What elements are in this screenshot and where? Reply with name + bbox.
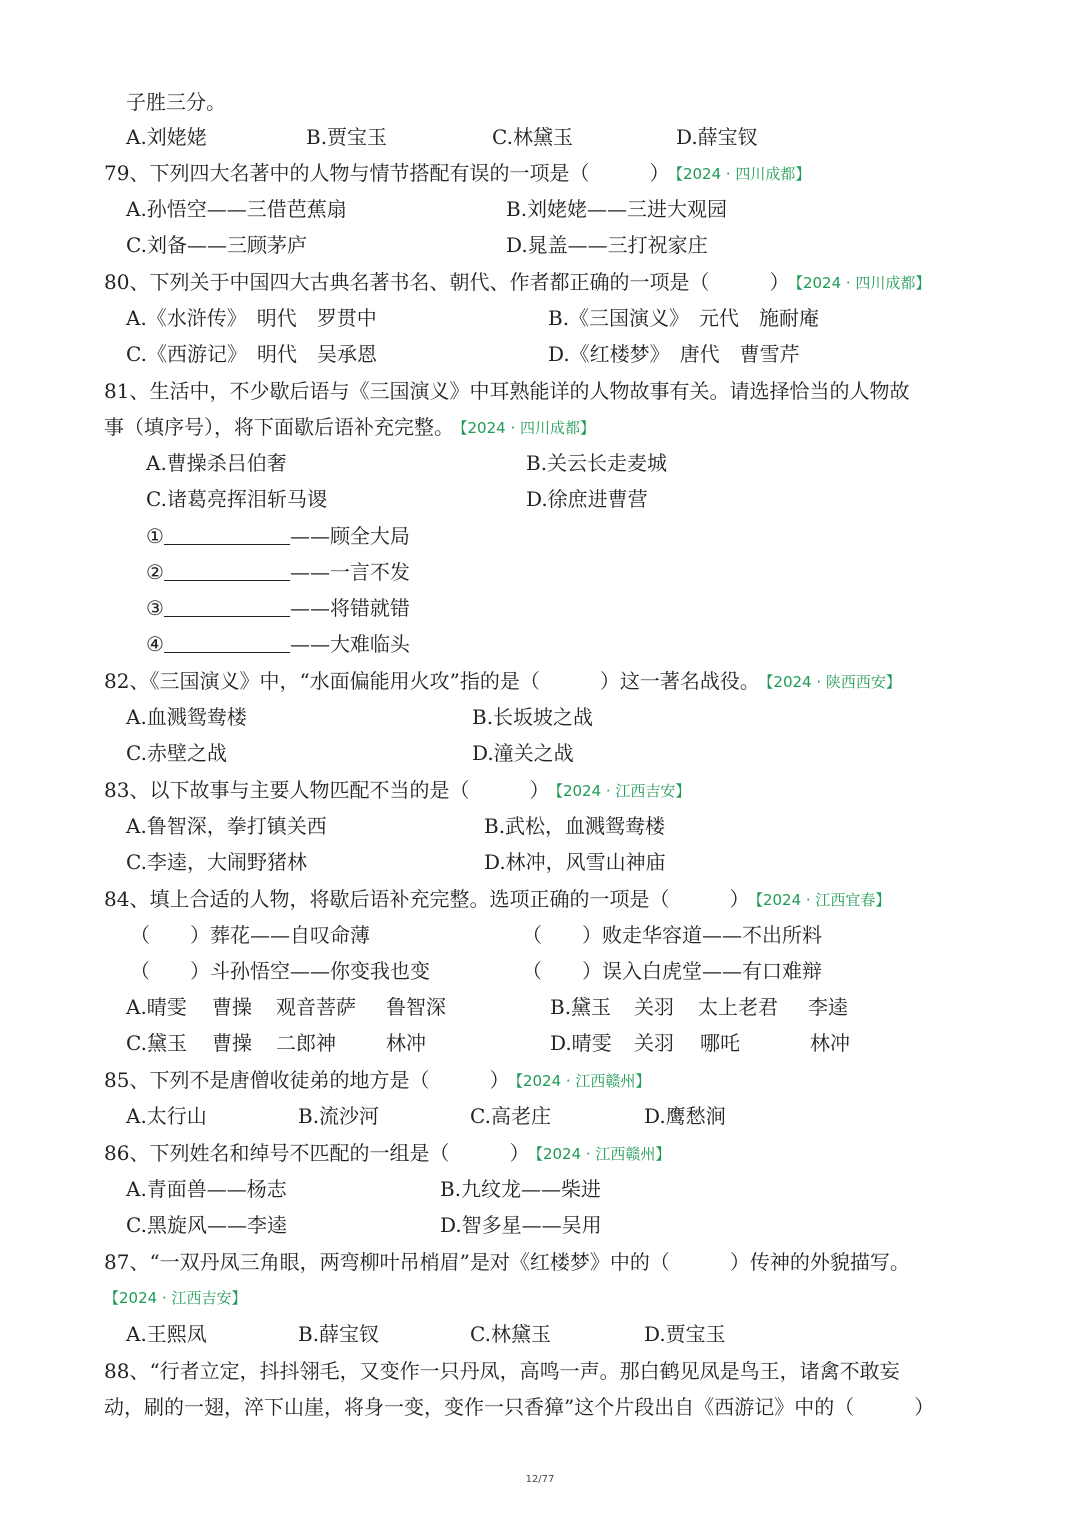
option-d-item: 林冲 xyxy=(810,1031,850,1055)
option-c: C.林黛玉 xyxy=(492,125,573,149)
option-b-item: 太上老君 xyxy=(698,995,778,1019)
question-text: 事（填序号），将下面歇后语补充完整。 xyxy=(104,415,454,439)
option-a: A.刘姥姥 xyxy=(126,125,207,149)
source-tag: 【2024 · 江西赣州】 xyxy=(515,1072,651,1090)
option-d: D.《红楼梦》 唐代 曹雪芹 xyxy=(548,342,800,366)
question-83 xyxy=(104,772,690,808)
question-79 xyxy=(104,155,810,191)
fill-item: （ ）败走华容道——不出所料 xyxy=(522,923,822,947)
option-c: C.李逵，大闹野猪林 xyxy=(126,850,307,874)
option-b-item: 李逵 xyxy=(808,995,848,1019)
option-d: D.贾宝玉 xyxy=(644,1322,726,1346)
option-a: A.曹操杀吕伯奢 xyxy=(146,451,287,475)
option-b: B.关云长走麦城 xyxy=(526,451,668,475)
option-a: A.《水浒传》 明代 罗贯中 xyxy=(126,306,377,330)
answer-blank[interactable] xyxy=(164,522,290,545)
option-b: B.九纹龙——柴进 xyxy=(440,1177,602,1201)
option-d: D.徐庶进曹营 xyxy=(526,487,648,511)
question-text: 86、下列姓名和绰号不匹配的一组是（ ） xyxy=(104,1141,530,1165)
option-c: C.黑旋风——李逵 xyxy=(126,1213,287,1237)
option-d: D.林冲，风雪山神庙 xyxy=(484,850,666,874)
answer-blank[interactable] xyxy=(164,594,290,617)
question-text: 82、《三国演义》中，“水面偏能用火攻”指的是（ ）这一著名战役。 xyxy=(104,669,760,693)
source-tag: 【2024 · 四川成都】 xyxy=(795,274,931,292)
option-d: D.智多星——吴用 xyxy=(440,1213,602,1237)
answer-blank[interactable] xyxy=(164,630,290,653)
question-text: 83、以下故事与主要人物匹配不当的是（ ） xyxy=(104,778,550,802)
question-85 xyxy=(104,1062,650,1098)
option-c: C.《西游记》 明代 吴承恩 xyxy=(126,342,377,366)
option-d-item: 哪吒 xyxy=(700,1031,740,1055)
blank-number: ③ xyxy=(146,596,164,620)
answer-blank[interactable] xyxy=(164,558,290,581)
option-a-item: 观音菩萨 xyxy=(276,995,356,1019)
option-c: C.赤壁之战 xyxy=(126,741,227,765)
blank-rest: ——大难临头 xyxy=(289,632,410,656)
blank-rest: ——一言不发 xyxy=(289,560,410,584)
question-82 xyxy=(104,663,901,699)
source-tag: 【2024 · 四川成都】 xyxy=(675,165,811,183)
question-text: 80、下列关于中国四大古典名著书名、朝代、作者都正确的一项是（ ） xyxy=(104,270,790,294)
blank-rest: ——将错就错 xyxy=(289,596,410,620)
option-d: D.薛宝钗 xyxy=(676,125,758,149)
option-a: A.孙悟空——三借芭蕉扇 xyxy=(126,197,347,221)
option-d-item: 关羽 xyxy=(634,1031,674,1055)
fill-item: （ ）斗孙悟空——你变我也变 xyxy=(130,959,430,983)
page-number: 12/77 xyxy=(525,1474,555,1485)
fill-blank-row xyxy=(146,590,410,626)
option-c: C.高老庄 xyxy=(470,1104,551,1128)
option-a: A.血溅鸳鸯楼 xyxy=(126,705,247,729)
option-d: D.潼关之战 xyxy=(472,741,574,765)
fill-item: （ ）误入白虎堂——有口难辩 xyxy=(522,959,822,983)
option-d: D.晁盖——三打祝家庄 xyxy=(506,233,708,257)
option-c: C.诸葛亮挥泪斩马谡 xyxy=(146,487,327,511)
source-tag: 【2024 · 江西吉安】 xyxy=(555,782,691,800)
source-tag: 【2024 · 江西宜春】 xyxy=(755,891,891,909)
question-text: 81、生活中，不少歇后语与《三国演义》中耳熟能详的人物故事有关。请选择恰当的人物故 xyxy=(104,379,910,403)
fill-blank-row xyxy=(146,518,410,554)
option-a-item: 鲁智深 xyxy=(386,995,446,1019)
fill-item: （ ）葬花——自叹命薄 xyxy=(130,923,370,947)
option-c-item: 二郎神 xyxy=(276,1031,336,1055)
blank-number: ① xyxy=(146,524,164,548)
question-86 xyxy=(104,1135,670,1171)
fill-blank-row xyxy=(146,554,410,590)
option-a: A.鲁智深，拳打镇关西 xyxy=(126,814,327,838)
blank-rest: ——顾全大局 xyxy=(289,524,410,548)
option-c-item: 林冲 xyxy=(386,1031,426,1055)
option-b: B.薛宝钗 xyxy=(298,1322,380,1346)
question-text-line2: 动，刷的一翅，淬下山崖，将身一变，变作一只香獐”这个片段出自《西游记》中的（ ） xyxy=(104,1395,935,1419)
option-c: C.刘备——三顾茅庐 xyxy=(126,233,307,257)
option-b: B.流沙河 xyxy=(298,1104,380,1128)
source-tag: 【2024 · 江西吉安】 xyxy=(104,1289,247,1307)
option-b: B.刘姥姥——三进大观园 xyxy=(506,197,728,221)
question-81-line2 xyxy=(104,409,595,445)
question-text: 87、“一双丹凤三角眼，两弯柳叶吊梢眉”是对《红楼梦》中的（ ）传神的外貌描写。 xyxy=(104,1250,910,1274)
question-text: 子胜三分。 xyxy=(126,90,226,114)
question-text: 79、下列四大名著中的人物与情节搭配有误的一项是（ ） xyxy=(104,161,670,185)
option-b: B.武松，血溅鸳鸯楼 xyxy=(484,814,666,838)
option-a: A.王熙凤 xyxy=(126,1322,207,1346)
option-a-item: 曹操 xyxy=(212,995,252,1019)
question-80 xyxy=(104,264,930,300)
option-c: C.黛玉 xyxy=(126,1031,187,1055)
question-text: 84、填上合适的人物，将歇后语补充完整。选项正确的一项是（ ） xyxy=(104,887,750,911)
option-b: B.贾宝玉 xyxy=(306,125,388,149)
option-b: B.长坂坡之战 xyxy=(472,705,594,729)
option-c: C.林黛玉 xyxy=(470,1322,551,1346)
option-c-item: 曹操 xyxy=(212,1031,252,1055)
question-text: 85、下列不是唐僧收徒弟的地方是（ ） xyxy=(104,1068,510,1092)
option-a: A.太行山 xyxy=(126,1104,207,1128)
question-text: 88、“行者立定，抖抖翎毛，又变作一只丹凤，高鸣一声。那白鹤见凤是鸟王，诸禽不敢妄 xyxy=(104,1359,900,1383)
question-84 xyxy=(104,881,890,917)
option-b: B.黛玉 xyxy=(550,995,612,1019)
source-tag: 【2024 · 四川成都】 xyxy=(460,419,595,437)
option-b-item: 关羽 xyxy=(634,995,674,1019)
blank-number: ② xyxy=(146,560,164,584)
option-a: A.晴雯 xyxy=(126,995,187,1019)
source-tag: 【2024 · 江西赣州】 xyxy=(535,1145,671,1163)
option-b: B.《三国演义》 元代 施耐庵 xyxy=(548,306,820,330)
source-tag: 【2024 · 陕西西安】 xyxy=(765,673,901,691)
fill-blank-row xyxy=(146,626,410,662)
blank-number: ④ xyxy=(146,632,164,656)
option-a: A.青面兽——杨志 xyxy=(126,1177,287,1201)
option-d: D.鹰愁涧 xyxy=(644,1104,726,1128)
option-d: D.晴雯 xyxy=(550,1031,612,1055)
